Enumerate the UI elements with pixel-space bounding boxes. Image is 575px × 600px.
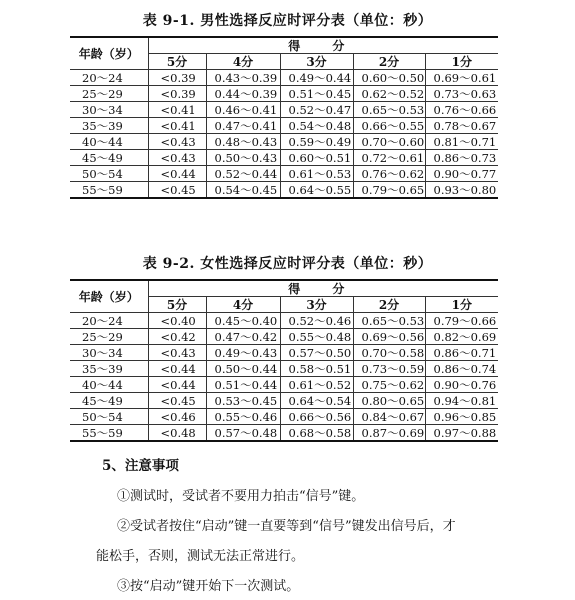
age-cell: 30～34: [70, 345, 148, 361]
age-cell: 55～59: [70, 425, 148, 442]
age-cell: 25～29: [70, 329, 148, 345]
grade-3-cell: 0.60～0.51: [280, 150, 353, 166]
grade-2-cell: 0.76～0.62: [353, 166, 425, 182]
table-row: [70, 377, 498, 393]
grade-5-cell: <0.40: [148, 313, 206, 329]
grade-5-cell: <0.45: [148, 182, 206, 199]
grade-header: 4分: [206, 297, 280, 313]
age-cell: 25～29: [70, 86, 148, 102]
grade-4-cell: 0.54～0.45: [206, 182, 280, 199]
grade-2-cell: 0.84～0.67: [353, 409, 425, 425]
grade-2-cell: 0.75～0.62: [353, 377, 425, 393]
grade-5-cell: <0.39: [148, 86, 206, 102]
grade-header: 5分: [148, 297, 206, 313]
grade-2-cell: 0.80～0.65: [353, 393, 425, 409]
grade-2-cell: 0.66～0.55: [353, 118, 425, 134]
table-row: [70, 102, 498, 118]
grade-1-cell: 0.69～0.61: [425, 70, 498, 86]
grade-4-cell: 0.50～0.44: [206, 361, 280, 377]
grade-2-cell: 0.70～0.60: [353, 134, 425, 150]
table-row: [70, 393, 498, 409]
grade-4-cell: 0.44～0.39: [206, 86, 280, 102]
age-column-header: 年龄（岁）: [70, 280, 148, 313]
grade-5-cell: <0.43: [148, 345, 206, 361]
note-item-3: ③按“启动”键开始下一次测试。: [117, 579, 300, 594]
grade-2-cell: 0.62～0.52: [353, 86, 425, 102]
grade-4-cell: 0.46～0.41: [206, 102, 280, 118]
grade-4-cell: 0.51～0.44: [206, 377, 280, 393]
age-cell: 20～24: [70, 313, 148, 329]
grade-5-cell: <0.44: [148, 361, 206, 377]
grade-2-cell: 0.60～0.50: [353, 70, 425, 86]
age-cell: 50～54: [70, 409, 148, 425]
grade-4-cell: 0.50～0.43: [206, 150, 280, 166]
grade-2-cell: 0.72～0.61: [353, 150, 425, 166]
age-cell: 30～34: [70, 102, 148, 118]
age-cell: 40～44: [70, 134, 148, 150]
grade-1-cell: 0.97～0.88: [425, 425, 498, 442]
note-item-1: ①测试时，受试者不要用力拍击“信号”键。: [117, 489, 365, 504]
grade-2-cell: 0.87～0.69: [353, 425, 425, 442]
grade-5-cell: <0.44: [148, 166, 206, 182]
female-table-body: [70, 313, 498, 442]
age-cell: 50～54: [70, 166, 148, 182]
grade-5-cell: <0.41: [148, 118, 206, 134]
grade-1-cell: 0.76～0.66: [425, 102, 498, 118]
table-row: [70, 118, 498, 134]
grade-1-cell: 0.86～0.71: [425, 345, 498, 361]
grade-2-cell: 0.73～0.59: [353, 361, 425, 377]
grade-4-cell: 0.47～0.41: [206, 118, 280, 134]
grade-header: 2分: [353, 297, 425, 313]
grade-header: 5分: [148, 54, 206, 70]
grade-header: 4分: [206, 54, 280, 70]
grade-4-cell: 0.53～0.45: [206, 393, 280, 409]
grade-3-cell: 0.68～0.58: [280, 425, 353, 442]
table-row: [70, 86, 498, 102]
grade-3-cell: 0.64～0.54: [280, 393, 353, 409]
table-row: [70, 150, 498, 166]
male-score-table: [70, 36, 498, 199]
grade-3-cell: 0.52～0.47: [280, 102, 353, 118]
table-row: [70, 313, 498, 329]
note-item-2-line-2: 能松手，否则，测试无法正常进行。: [96, 549, 305, 564]
grade-header: 3分: [280, 297, 353, 313]
table-row: [70, 182, 498, 199]
age-cell: 35～39: [70, 361, 148, 377]
grade-5-cell: <0.48: [148, 425, 206, 442]
table-row: [70, 70, 498, 86]
grade-4-cell: 0.48～0.43: [206, 134, 280, 150]
grade-4-cell: 0.52～0.44: [206, 166, 280, 182]
grade-5-cell: <0.44: [148, 377, 206, 393]
grade-2-cell: 0.65～0.53: [353, 102, 425, 118]
age-cell: 40～44: [70, 377, 148, 393]
grade-4-cell: 0.57～0.48: [206, 425, 280, 442]
grade-2-cell: 0.79～0.65: [353, 182, 425, 199]
table-row: [70, 409, 498, 425]
grade-3-cell: 0.55～0.48: [280, 329, 353, 345]
grade-4-cell: 0.55～0.46: [206, 409, 280, 425]
grade-1-cell: 0.90～0.77: [425, 166, 498, 182]
grade-1-cell: 0.82～0.69: [425, 329, 498, 345]
age-column-header: 年龄（岁）: [70, 37, 148, 70]
grade-2-cell: 0.70～0.58: [353, 345, 425, 361]
score-column-header: 得 分: [148, 280, 498, 297]
grade-3-cell: 0.52～0.46: [280, 313, 353, 329]
grade-3-cell: 0.54～0.48: [280, 118, 353, 134]
note-item-2-line-1: ②受试者按住“启动”键一直要等到“信号”键发出信号后，才: [117, 519, 456, 534]
female-score-table: [70, 279, 498, 442]
notes-heading: 5、注意事项: [102, 458, 179, 474]
grade-header: 2分: [353, 54, 425, 70]
grade-1-cell: 0.86～0.74: [425, 361, 498, 377]
grade-1-cell: 0.78～0.67: [425, 118, 498, 134]
table-row: [70, 361, 498, 377]
grade-5-cell: <0.42: [148, 329, 206, 345]
grade-1-cell: 0.79～0.66: [425, 313, 498, 329]
grade-4-cell: 0.47～0.42: [206, 329, 280, 345]
male-table-body: [70, 70, 498, 199]
grade-1-cell: 0.86～0.73: [425, 150, 498, 166]
grade-3-cell: 0.66～0.56: [280, 409, 353, 425]
grade-3-cell: 0.49～0.44: [280, 70, 353, 86]
grade-5-cell: <0.45: [148, 393, 206, 409]
score-column-header: 得 分: [148, 37, 498, 54]
grade-3-cell: 0.58～0.51: [280, 361, 353, 377]
table2-caption: 表 9-2. 女性选择反应时评分表（单位：秒）: [142, 256, 433, 272]
grade-4-cell: 0.45～0.40: [206, 313, 280, 329]
age-cell: 45～49: [70, 150, 148, 166]
grade-5-cell: <0.39: [148, 70, 206, 86]
grade-4-cell: 0.43～0.39: [206, 70, 280, 86]
table-row: [70, 134, 498, 150]
grade-1-cell: 0.90～0.76: [425, 377, 498, 393]
grade-header: 1分: [425, 297, 498, 313]
grade-1-cell: 0.96～0.85: [425, 409, 498, 425]
grade-5-cell: <0.43: [148, 150, 206, 166]
grade-1-cell: 0.73～0.63: [425, 86, 498, 102]
age-cell: 20～24: [70, 70, 148, 86]
table-row: [70, 345, 498, 361]
grade-header: 3分: [280, 54, 353, 70]
grade-3-cell: 0.64～0.55: [280, 182, 353, 199]
grade-4-cell: 0.49～0.43: [206, 345, 280, 361]
grade-2-cell: 0.69～0.56: [353, 329, 425, 345]
grade-1-cell: 0.93～0.80: [425, 182, 498, 199]
age-cell: 45～49: [70, 393, 148, 409]
grade-1-cell: 0.81～0.71: [425, 134, 498, 150]
table-row: [70, 329, 498, 345]
age-cell: 35～39: [70, 118, 148, 134]
grade-3-cell: 0.61～0.53: [280, 166, 353, 182]
grade-3-cell: 0.61～0.52: [280, 377, 353, 393]
table-row: [70, 425, 498, 442]
table-row: [70, 166, 498, 182]
grade-header: 1分: [425, 54, 498, 70]
grade-5-cell: <0.46: [148, 409, 206, 425]
grade-5-cell: <0.43: [148, 134, 206, 150]
grade-5-cell: <0.41: [148, 102, 206, 118]
grade-3-cell: 0.51～0.45: [280, 86, 353, 102]
age-cell: 55～59: [70, 182, 148, 199]
grade-3-cell: 0.57～0.50: [280, 345, 353, 361]
grade-1-cell: 0.94～0.81: [425, 393, 498, 409]
grade-3-cell: 0.59～0.49: [280, 134, 353, 150]
grade-2-cell: 0.65～0.53: [353, 313, 425, 329]
table1-caption: 表 9-1. 男性选择反应时评分表（单位：秒）: [142, 13, 433, 29]
